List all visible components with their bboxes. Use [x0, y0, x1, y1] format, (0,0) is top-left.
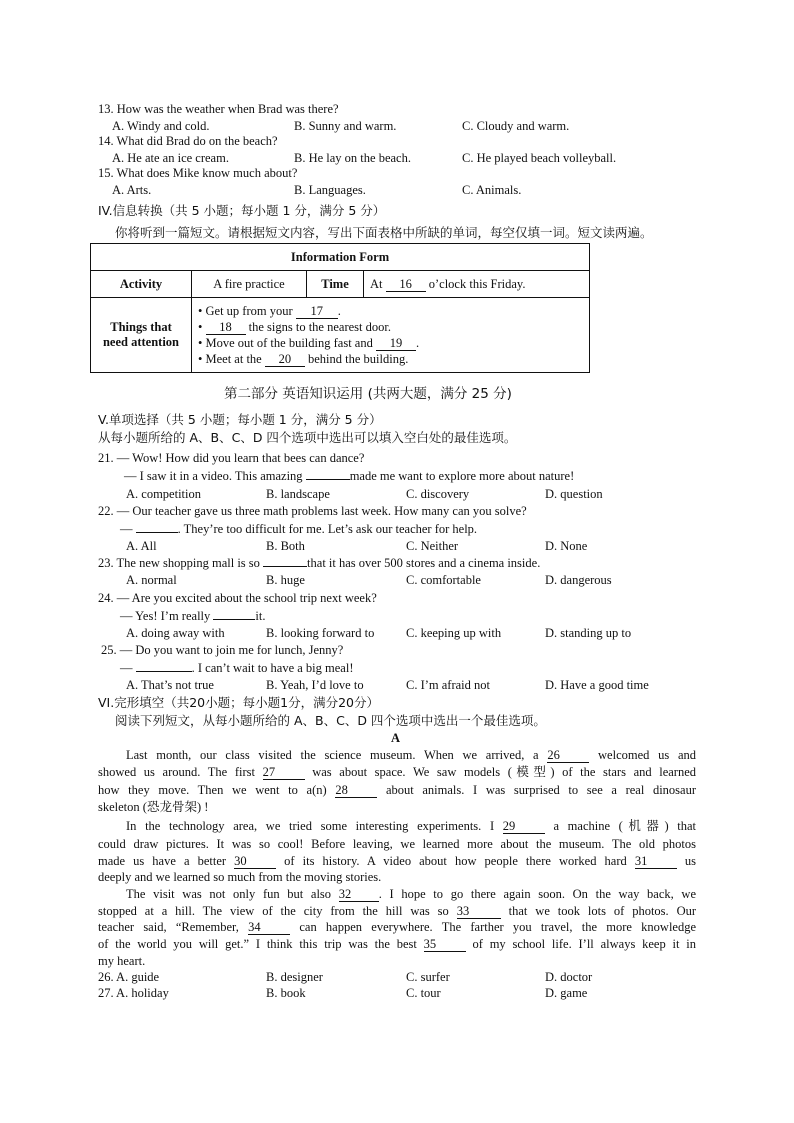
q13-option-c: C. Cloudy and warm. [462, 119, 570, 133]
blank-29: 29 [503, 819, 545, 834]
q25-option-c: C. I’m afraid not [406, 678, 491, 692]
q23-line-1: 23. The new shopping mall is so that it has over 500 stores and a cinema inside. [98, 556, 541, 570]
blank-20: 20 [265, 352, 305, 367]
q26-option-d: D. doctor [545, 970, 593, 984]
things-label-line1: Things that [110, 320, 172, 334]
blank-18: 18 [206, 320, 246, 335]
q21-option-c: C. discovery [406, 487, 470, 501]
section-4-instruction: 你将听到一篇短文。请根据短文内容，写出下面表格中所缺的单词，每空仅填一词。短文读两遍。 [115, 225, 653, 240]
q24-line-2: — Yes! I’m really it. [120, 609, 266, 623]
p1-line-2: showed us around. The first 27 was about space. We saw models (模型) of the stars and learned [98, 765, 697, 779]
blank-34: 34 [248, 920, 290, 935]
blank-27: 27 [263, 765, 305, 780]
q23-option-b: B. huge [266, 573, 305, 587]
time-pre: At [370, 276, 383, 291]
q25-line-1: 25. — Do you want to join me for lunch, Jenny? [101, 643, 344, 657]
section-6-instruction: 阅读下列短文，从每小题所给的 A、B、C、D 四个选项中选出一个最佳选项。 [115, 713, 546, 728]
p2-line-4: deeply and we learned so much from the moving stories. [98, 870, 382, 884]
q24-option-d: D. standing up to [545, 626, 632, 640]
q15-stem: 15. What does Mike know much about? [98, 166, 298, 180]
q22-line-2: — . They’re too difficult for me. Let’s ask our teacher for help. [120, 522, 478, 536]
things-item-1: • Get up from your 17 . [198, 304, 341, 318]
section-5-title: V.单项选择（共 5 小题；每小题 1 分，满分 5 分） [98, 412, 382, 427]
blank-30: 30 [234, 854, 276, 869]
q26-option-b: B. designer [266, 970, 323, 984]
q27-option-a: 27. A. holiday [98, 986, 169, 1000]
things-list [192, 298, 590, 373]
p1-line-1: Last month, our class visited the science museum. When we arrived, a 26 welcomed us and [126, 748, 696, 762]
q24-option-c: C. keeping up with [406, 626, 502, 640]
things-label-line2: need attention [102, 335, 180, 349]
things-item-4: • Meet at the 20 behind the building. [198, 352, 409, 366]
p1-line-4: skeleton (恐龙骨架) ! [98, 800, 209, 814]
q21-blank [306, 479, 350, 480]
part-2-title: 第二部分 英语知识运用 (共两大题，满分 25 分) [224, 386, 512, 402]
q13-option-b: B. Sunny and warm. [294, 119, 397, 133]
q23-option-c: C. comfortable [406, 573, 481, 587]
q23-blank [263, 566, 307, 567]
activity-label: Activity [91, 271, 192, 298]
p3-line-3: teacher said, “Remember, 34 can happen everywhere. The farther you travel, the more knowledge [98, 920, 697, 934]
q14-stem: 14. What did Brad do on the beach? [98, 134, 278, 148]
p3-line-2: stopped at a hill. The view of the city from the hill was so 33 that we took lots of photos. Our [98, 904, 697, 918]
q22-option-a: A. All [126, 539, 157, 553]
p3-line-1: The visit was not only fun but also 32 . I hope to go there again soon. On the way back, we [126, 887, 696, 901]
table-header: Information Form [91, 244, 590, 271]
things-item-3: • Move out of the building fast and 19 . [198, 336, 420, 350]
time-post: o’clock this Friday. [428, 276, 526, 291]
blank-16: 16 [386, 277, 426, 292]
q25-option-a: A. That’s not true [126, 678, 214, 692]
q14-option-a: A. He ate an ice cream. [112, 151, 229, 165]
q21-option-b: B. landscape [266, 487, 330, 501]
blank-32: 32 [339, 887, 379, 902]
section-4-title: IV.信息转换（共 5 小题；每小题 1 分，满分 5 分） [98, 203, 386, 218]
p2-line-2: could draw pictures. It was so cool! Before leaving, we learned more about the museum. The old photos [98, 837, 696, 851]
p3-line-4: of the world you will get.” I think this trip was the best 35 of my school life. I’ll always keep it in [98, 937, 697, 951]
q24-option-b: B. looking forward to [266, 626, 375, 640]
q21-option-a: A. competition [126, 487, 201, 501]
q22-line-1: 22. — Our teacher gave us three math problems last week. How many can you solve? [98, 504, 527, 518]
blank-28: 28 [335, 783, 377, 798]
q15-option-b: B. Languages. [294, 183, 366, 197]
q24-line-1: 24. — Are you excited about the school trip next week? [98, 591, 377, 605]
q24-option-a: A. doing away with [126, 626, 225, 640]
q26-option-a: 26. A. guide [98, 970, 160, 984]
q25-blank [136, 671, 192, 672]
things-label [91, 298, 192, 373]
blank-33: 33 [457, 904, 501, 919]
blank-26: 26 [547, 748, 589, 763]
p2-line-3: made us have a better 30 of its history. A video about how people there worked hard 31 us [98, 854, 696, 868]
p2-line-1: In the technology area, we tried some interesting experiments. I 29 a machine (机器) that [126, 819, 697, 833]
blank-19: 19 [376, 336, 416, 351]
section-5-instruction: 从每小题所给的 A、B、C、D 四个选项中选出可以填入空白处的最佳选项。 [98, 430, 517, 445]
q27-option-b: B. book [266, 986, 306, 1000]
p1-line-3: how they move. Then we went to a(n) 28 about animals. I was surprised to see a real dinosaur [98, 783, 697, 797]
q23-option-a: A. normal [126, 573, 177, 587]
things-item-2: • 18 the signs to the nearest door. [198, 320, 391, 334]
q25-line-2: — . I can’t wait to have a big meal! [120, 661, 354, 675]
blank-17: 17 [296, 304, 338, 319]
q21-line-1: 21. — Wow! How did you learn that bees can dance? [98, 451, 365, 465]
q22-option-d: D. None [545, 539, 588, 553]
q21-option-d: D. question [545, 487, 603, 501]
q25-option-b: B. Yeah, I’d love to [266, 678, 364, 692]
q13-option-a: A. Windy and cold. [112, 119, 210, 133]
q26-option-c: C. surfer [406, 970, 450, 984]
q15-option-c: C. Animals. [462, 183, 522, 197]
q14-option-c: C. He played beach volleyball. [462, 151, 617, 165]
q14-option-b: B. He lay on the beach. [294, 151, 411, 165]
activity-value: A fire practice [192, 271, 307, 298]
q25-option-d: D. Have a good time [545, 678, 649, 692]
q22-option-b: B. Both [266, 539, 305, 553]
q23-option-d: D. dangerous [545, 573, 612, 587]
information-form-table [90, 243, 590, 373]
time-label: Time [307, 271, 364, 298]
q22-option-c: C. Neither [406, 539, 459, 553]
blank-31: 31 [635, 854, 677, 869]
q21-line-2: — I saw it in a video. This amazing made me want to explore more about nature! [124, 469, 575, 483]
q13-stem: 13. How was the weather when Brad was there? [98, 102, 339, 116]
q24-blank [213, 619, 255, 620]
passage-label: A [391, 731, 401, 745]
q27-option-d: D. game [545, 986, 588, 1000]
time-value [364, 271, 590, 298]
q15-option-a: A. Arts. [112, 183, 152, 197]
p3-line-5: my heart. [98, 954, 146, 968]
q27-option-c: C. tour [406, 986, 441, 1000]
q22-blank [136, 532, 178, 533]
section-6-title: VI.完形填空（共20小题；每小题1分，满分20分） [98, 695, 379, 710]
blank-35: 35 [424, 937, 466, 952]
